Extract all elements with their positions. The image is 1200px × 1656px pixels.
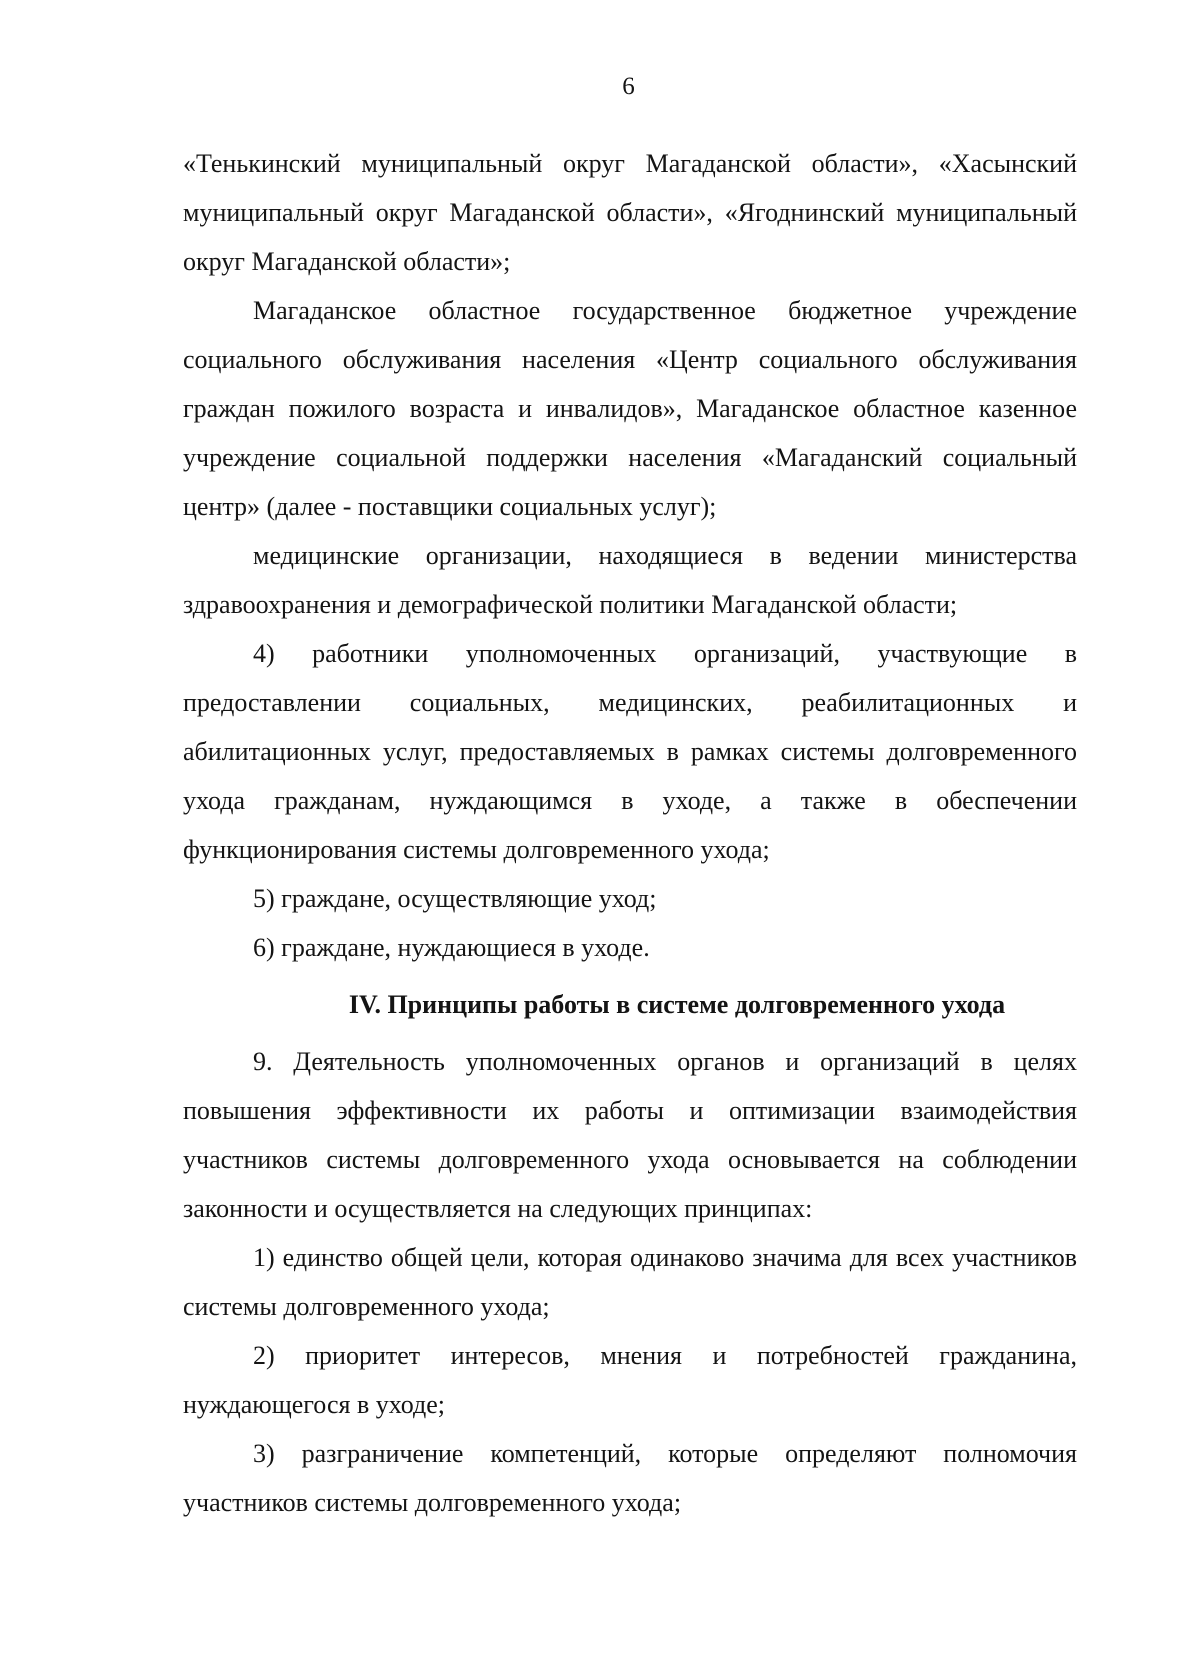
paragraph-medical-organizations: медицинские организации, находящиеся в ведении министерства здравоохранения и демографической политики Магаданской области; [183,541,1077,619]
paragraph-districts: «Тенькинский муниципальный округ Магаданской области», «Хасынский муниципальный округ Магаданской области», «Ягоднинский муниципальный округ Магаданской области»; [183,149,1077,276]
section-spacer [183,972,1077,980]
list-item-5: 5) граждане, осуществляющие уход; [253,884,657,913]
list-item-6: 6) граждане, нуждающиеся в уходе. [253,933,650,962]
paragraph-9: 9. Деятельность уполномоченных органов и организаций в целях повышения эффективности их работы и оптимизации взаимодействия участников системы долговременного ухода основывается на соблюдении законности и осуществляется на следующих принципах: [183,1047,1077,1223]
list-item-4: 4) работники уполномоченных организаций, участвующие в предоставлении социальных, медицинских, реабилитационных и абилитационных услуг, предоставляемых в рамках системы долговременного ухода гражданам, нуждающимся в уходе, а также в обеспечении функционирования системы долговременного ухода; [183,639,1077,864]
principle-3: 3) разграничение компетенций, которые определяют полномочия участников системы долговременного ухода; [183,1439,1077,1517]
principle-1: 1) единство общей цели, которая одинаково значима для всех участников системы долговременного ухода; [183,1243,1077,1321]
page-number: 6 [622,73,635,100]
document-body [183,139,1077,1527]
section-heading [183,980,1077,1037]
section-heading-text: IV. Принципы работы в системе долговременного ухода [348,990,1006,1019]
paragraph-social-institutions: Магаданское областное государственное бюджетное учреждение социального обслуживания населения «Центр социального обслуживания граждан пожилого возраста и инвалидов», Магаданское областное казенное учреждение социальной поддержки населения «Магаданский социальный центр» (далее - поставщики социальных услуг); [183,296,1077,521]
principle-2: 2) приоритет интересов, мнения и потребностей гражданина, нуждающегося в уходе; [183,1341,1077,1419]
